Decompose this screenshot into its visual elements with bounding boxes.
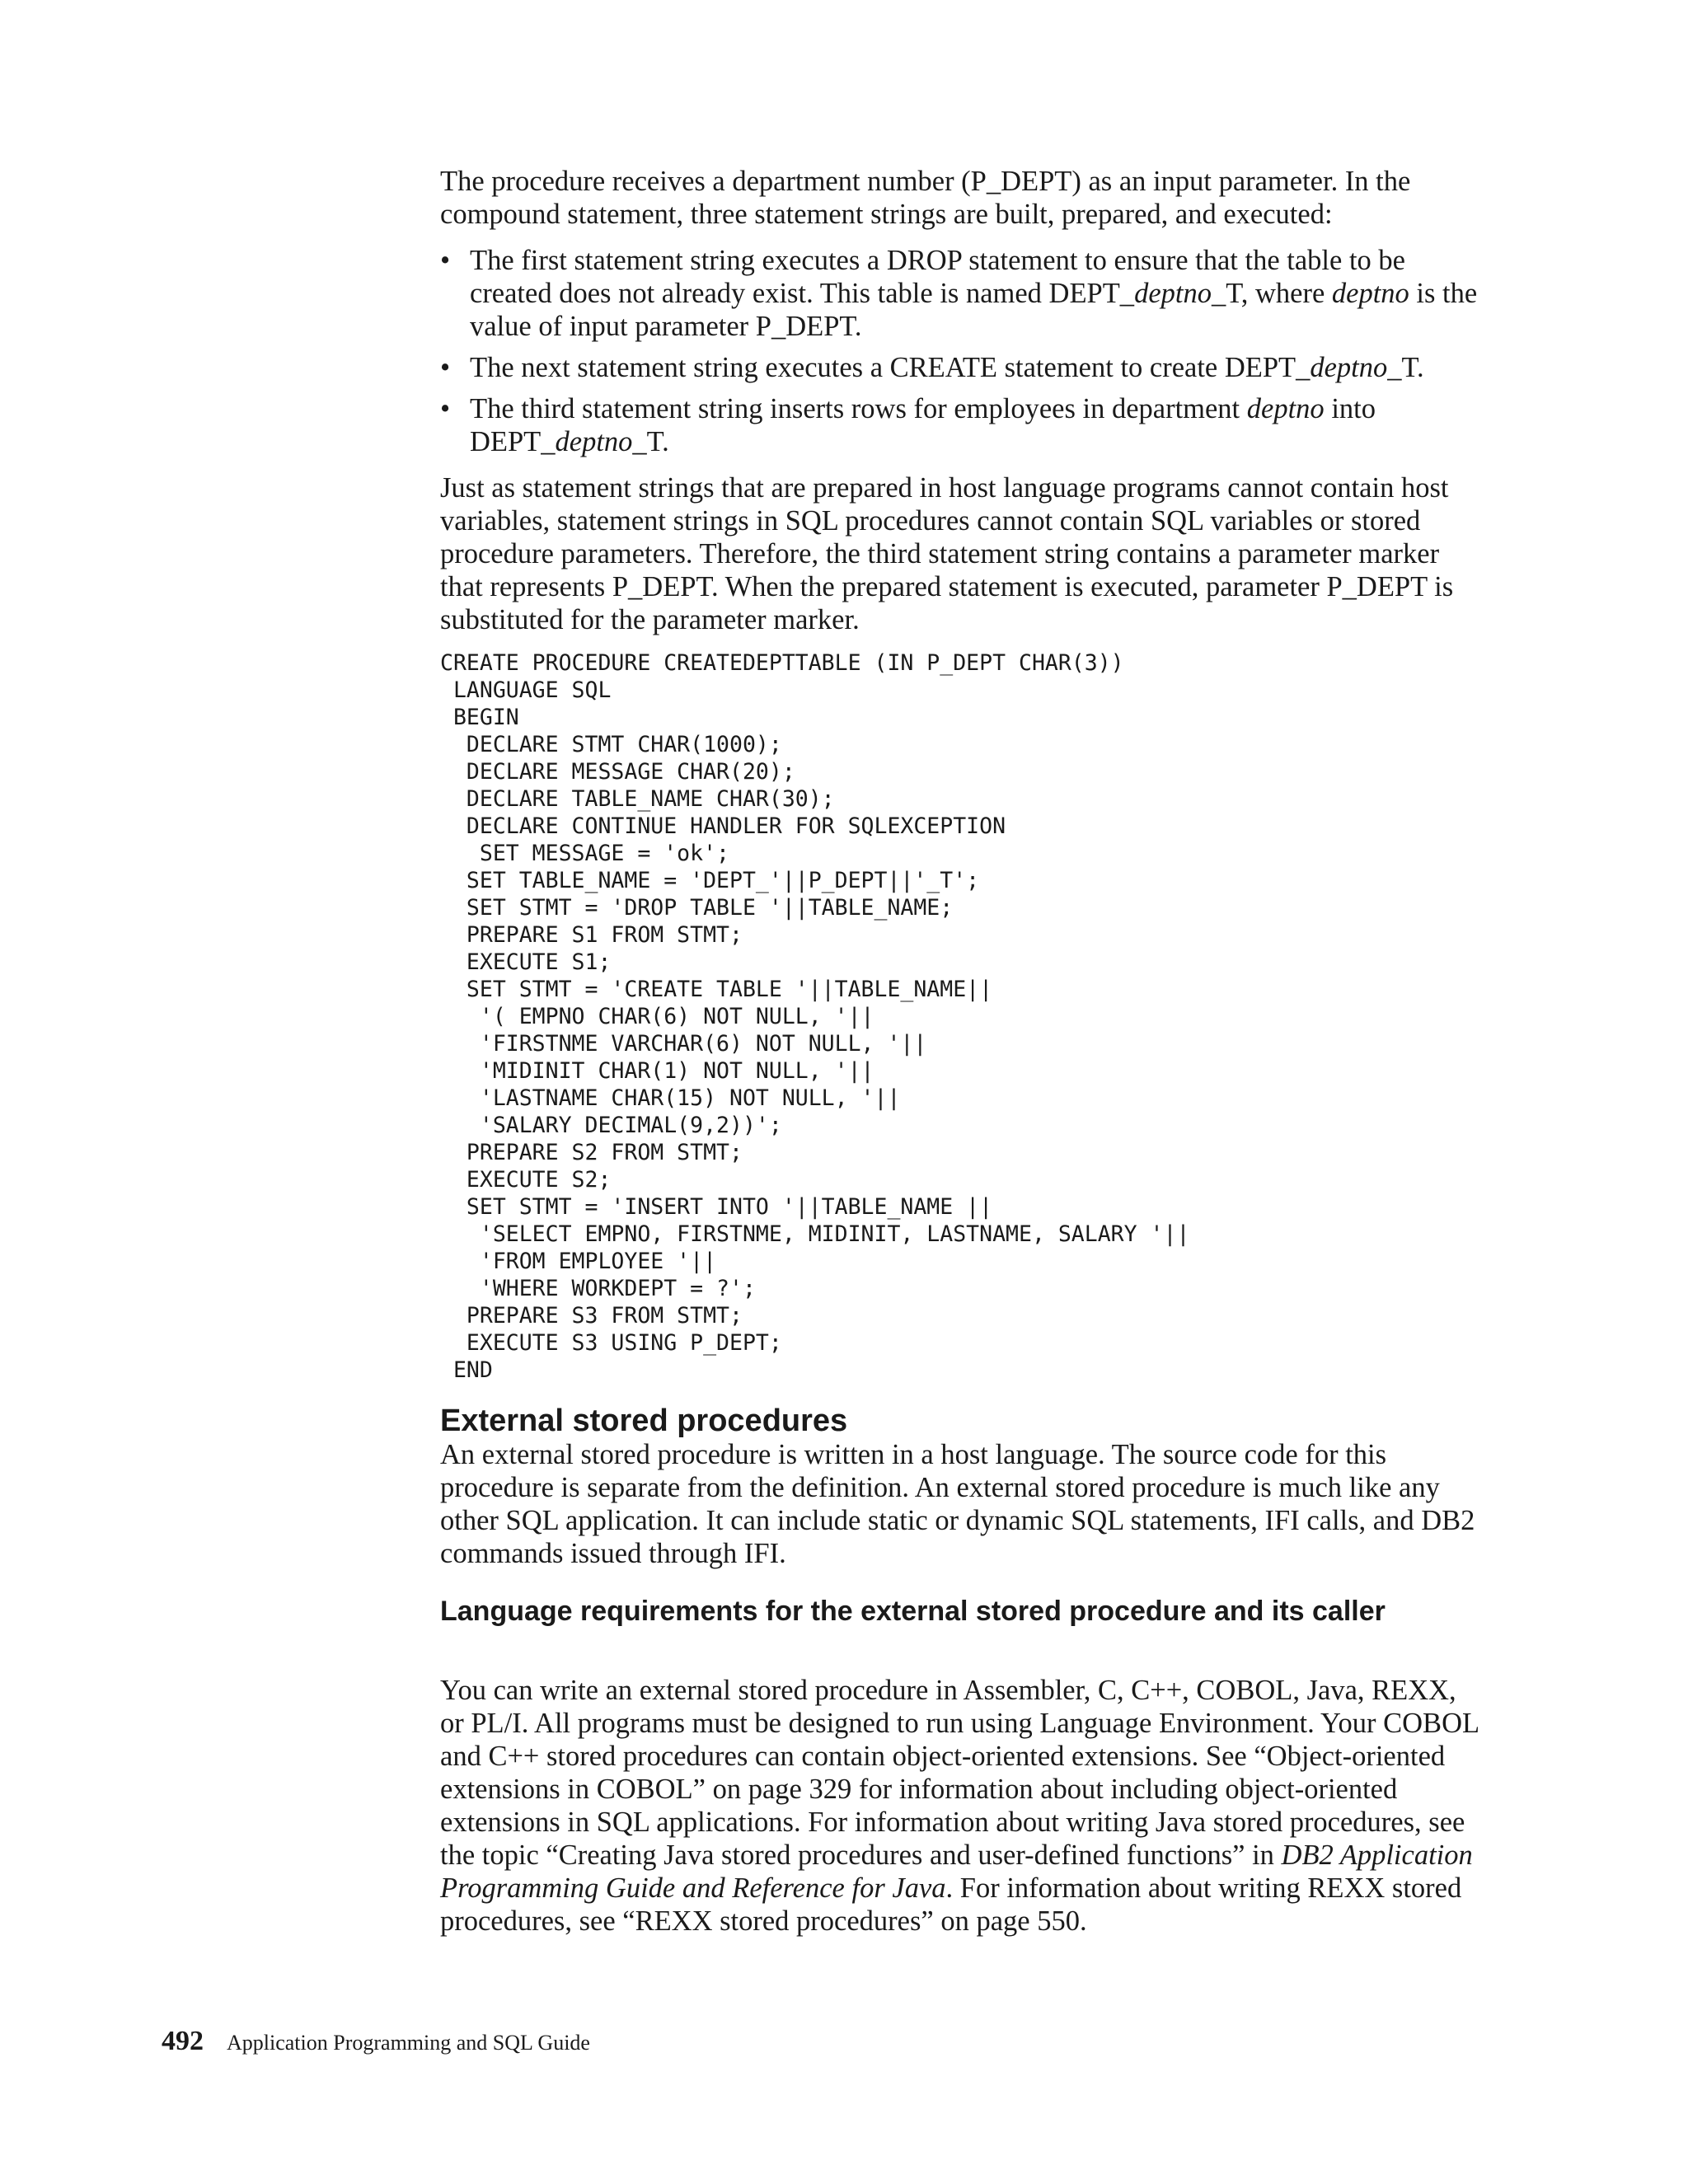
page-footer <box>162 2026 590 2057</box>
bullet-text: The third statement string inserts rows for employees in department <box>470 393 1247 424</box>
section-heading: External stored procedures <box>440 1404 848 1438</box>
list-item <box>440 392 1479 458</box>
main-content <box>440 165 1479 1951</box>
subsection-heading: Language requirements for the external stored procedure and its caller <box>440 1596 1386 1627</box>
bullet-text: into DEPT_ <box>470 393 1376 457</box>
paragraph-text: . For information about writing REXX stored procedures, see “REXX stored procedures” on page 550. <box>440 1872 1462 1937</box>
bullet-italic: deptno <box>555 426 633 457</box>
list-item <box>440 244 1479 343</box>
book-title-reference: DB2 Application Programming Guide and Reference for Java <box>440 1840 1473 1904</box>
sql-code-listing: CREATE PROCEDURE CREATEDEPTTABLE (IN P_DEPT CHAR(3)) LANGUAGE SQL BEGIN DECLARE STMT CHAR(1000); DECLARE MESSAGE CHAR(20); DECLARE TABLE_NAME CHAR(30); DECLARE CONTINUE HANDLER FOR SQLEXCEPTION SET MESSAGE = 'ok'; SET TABLE_NAME = 'DEPT_'||P_DEPT||'_T'; SET STMT = 'DROP TABLE '||TABLE_NAME; PREPARE S1 FROM STMT; EXECUTE S1; SET STMT = 'CREATE TABLE '||TABLE_NAME|| '( EMPNO CHAR(6) NOT NULL, '|| 'FIRSTNME VARCHAR(6) NOT NULL, '|| 'MIDINIT CHAR(1) NOT NULL, '|| 'LASTNAME CHAR(15) NOT NULL, '|| 'SALARY DECIMAL(9,2))'; PREPARE S2 FROM STMT; EXECUTE S2; SET STMT = 'INSERT INTO '||TABLE_NAME || 'SELECT EMPNO, FIRSTNME, MIDINIT, LASTNAME, SALARY '|| 'FROM EMPLOYEE '|| 'WHERE WORKDEPT = ?'; PREPARE S3 FROM STMT; EXECUTE S3 USING P_DEPT; END <box>440 650 1190 1383</box>
intro-paragraph: The procedure receives a department number (P_DEPT) as an input parameter. In the compound statement, three statement strings are built, prepared, and executed: <box>440 166 1411 230</box>
external-procedure-paragraph: An external stored procedure is written in a host language. The source code for this procedure is separate from the definition. An external stored procedure is much like any other SQL application. It can include static or dynamic SQL statements, IFI calls, and DB2 commands issued through IFI. <box>440 1439 1475 1569</box>
book-title: Application Programming and SQL Guide <box>227 2031 590 2055</box>
bullet-icon: • <box>440 245 451 276</box>
list-item <box>440 351 1479 384</box>
bullet-text: The next statement string executes a CREATE statement to create DEPT_ <box>470 352 1311 383</box>
paragraph-text: You can write an external stored procedure in Assembler, C, C++, COBOL, Java, REXX, or PL/I. All programs must be designed to run using Language Environment. Your COBOL and C++ stored procedures can contain object-oriented extensions. See “Object-oriented extensions in COBOL” on page 329 for information about including object-oriented extensions in SQL applications. For information about writing Java stored procedures, see the topic “Creating Java stored procedures and user-defined functions” in <box>440 1675 1479 1871</box>
bullet-text: _T. <box>1387 352 1424 383</box>
bullet-icon: • <box>440 393 451 424</box>
page-number: 492 <box>162 2026 204 2056</box>
language-requirements-paragraph <box>440 1674 1479 1938</box>
bullet-italic: deptno <box>1246 393 1325 424</box>
bullet-italic: deptno <box>1310 352 1388 383</box>
bullet-text: _T, where <box>1211 278 1332 309</box>
bullet-icon: • <box>440 352 451 383</box>
bullet-text: The first statement string executes a DROP statement to ensure that the table to be created does not already exist. This table is named DEPT_ <box>470 245 1405 309</box>
bullet-text: _T. <box>632 426 669 457</box>
bullet-italic: deptno <box>1134 278 1212 309</box>
statement-strings-list <box>440 244 1479 458</box>
bullet-text: is the value of input parameter P_DEPT. <box>470 278 1478 342</box>
parameter-marker-paragraph: Just as statement strings that are prepared in host language programs cannot contain host variables, statement strings in SQL procedures cannot contain SQL variables or stored procedure parameters. Therefore, the third statement string contains a parameter marker that represents P_DEPT. When the prepared statement is executed, parameter P_DEPT is substituted for the parameter marker. <box>440 472 1454 635</box>
bullet-italic: deptno <box>1331 278 1409 309</box>
